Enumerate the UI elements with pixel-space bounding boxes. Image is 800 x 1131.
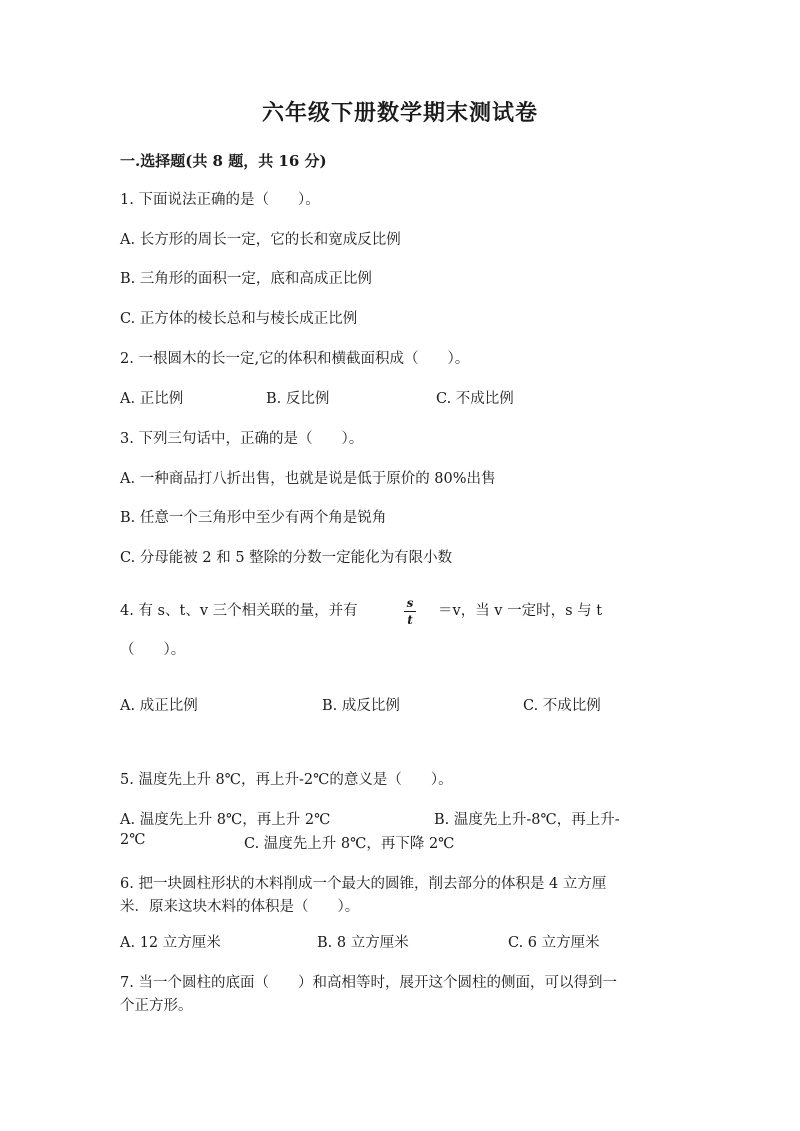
- question-5-option-c: C. 温度先上升 8℃，再下降 2℃: [244, 836, 455, 852]
- question-6-option-c: C. 6 立方厘米: [508, 935, 600, 951]
- question-4-stem-start: 4. 有 s、t、v 三个相关联的量，并有: [120, 603, 358, 619]
- section-heading: 一.选择题(共 8 题，共 16 分): [120, 152, 327, 170]
- question-3-option-b: B. 任意一个三角形中至少有两个角是锐角: [120, 510, 387, 526]
- question-4-stem-end: ＝v，当 v 一定时，s 与 t: [438, 603, 603, 619]
- question-6-stem-line2: 米．原来这块木料的体积是（ ）。: [120, 899, 360, 915]
- question-6-option-a: A. 12 立方厘米: [120, 935, 221, 951]
- question-4-stem-line2: （ ）。: [120, 642, 186, 658]
- question-5-stem: 5. 温度先上升 8℃，再上升-2℃的意义是（ ）。: [120, 772, 453, 788]
- question-5-option-b-wrap: 2℃: [120, 832, 146, 848]
- question-2-stem: 2. 一根圆木的长一定,它的体积和横截面积成（ ）。: [120, 351, 470, 367]
- question-1-stem: 1. 下面说法正确的是（ ）。: [120, 192, 320, 208]
- question-2-option-a: A. 正比例: [120, 391, 184, 407]
- question-5-option-a: A. 温度先上升 8℃，再上升 2℃: [120, 812, 331, 828]
- question-1-option-c: C. 正方体的棱长总和与棱长成正比例: [120, 311, 358, 327]
- question-4-option-c: C. 不成比例: [523, 698, 601, 714]
- fraction-denominator: t: [407, 613, 413, 627]
- question-6-stem-line1: 6. 把一块圆柱形状的木料削成一个最大的圆锥，削去部分的体积是 4 立方厘: [120, 876, 607, 892]
- question-3-option-a: A. 一种商品打八折出售，也就是说是低于原价的 80%出售: [120, 471, 496, 487]
- question-6-option-b: B. 8 立方厘米: [317, 935, 409, 951]
- question-4-option-a: A. 成正比例: [120, 698, 198, 714]
- question-3-option-c: C. 分母能被 2 和 5 整除的分数一定能化为有限小数: [120, 550, 453, 566]
- page-title: 六年级下册数学期末测试卷: [261, 100, 538, 126]
- question-5-option-b: B. 温度先上升-8℃，再上升-: [434, 812, 620, 828]
- question-7-stem-line1: 7. 当一个圆柱的底面（ ）和高相等时，展开这个圆柱的侧面，可以得到一: [120, 975, 617, 991]
- question-1-option-b: B. 三角形的面积一定，底和高成正比例: [120, 271, 372, 287]
- question-2-option-c: C. 不成比例: [436, 391, 514, 407]
- fraction-s-over-t: [400, 596, 420, 627]
- question-1-option-a: A. 长方形的周长一定，它的长和宽成反比例: [120, 232, 401, 248]
- question-3-stem: 3. 下列三句话中，正确的是（ ）。: [120, 431, 364, 447]
- fraction-bar: [404, 611, 416, 612]
- fraction-numerator: s: [406, 596, 414, 610]
- question-2-option-b: B. 反比例: [266, 391, 330, 407]
- question-7-stem-line2: 个正方形。: [120, 998, 193, 1014]
- question-4-option-b: B. 成反比例: [322, 698, 400, 714]
